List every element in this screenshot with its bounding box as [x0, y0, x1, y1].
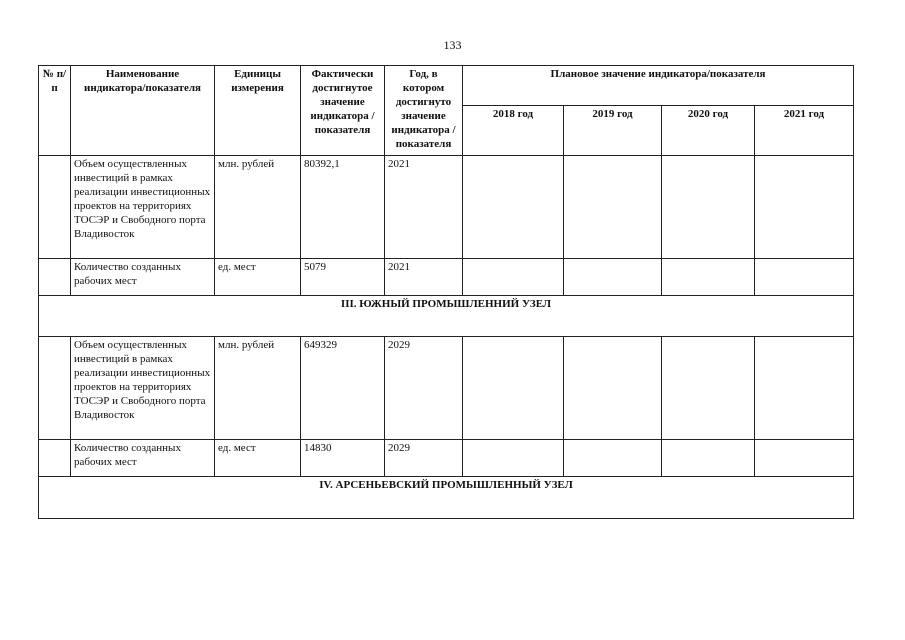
cell-num: [39, 337, 71, 440]
cell-2021: [755, 156, 854, 259]
cell-name: Объем осуществленных инвестиций в рамках реализации инвестиционных проектов на территориях ТОСЭР и Свободного порта Владивосток: [71, 337, 215, 440]
section-title: IV. АРСЕНЬЕВСКИЙ ПРОМЫШЛЕННЫЙ УЗЕЛ: [39, 477, 854, 519]
header-unit: Единицы измерения: [215, 66, 301, 156]
header-year-achieved: Год, в котором достигнуто значение индикатора /показателя: [385, 66, 463, 156]
cell-actual: 649329: [301, 337, 385, 440]
cell-name: Количество созданных рабочих мест: [71, 440, 215, 477]
cell-name: Количество созданных рабочих мест: [71, 259, 215, 296]
cell-2021: [755, 440, 854, 477]
header-planned: Плановое значение индикатора/показателя: [463, 66, 854, 106]
page-number: 133: [443, 38, 462, 52]
cell-num: [39, 259, 71, 296]
table-row: [39, 440, 854, 477]
cell-name: Объем осуществленных инвестиций в рамках реализации инвестиционных проектов на территориях ТОСЭР и Свободного порта Владивосток: [71, 156, 215, 259]
section-row: [39, 477, 854, 519]
cell-2018: [463, 259, 564, 296]
cell-unit: ед. мест: [215, 440, 301, 477]
header-row: [39, 66, 854, 106]
header-actual: Фактически достигнутое значение индикатора /показателя: [301, 66, 385, 156]
cell-2021: [755, 337, 854, 440]
cell-actual: 80392,1: [301, 156, 385, 259]
table-row: [39, 259, 854, 296]
cell-unit: ед. мест: [215, 259, 301, 296]
cell-num: [39, 156, 71, 259]
table-row: [39, 337, 854, 440]
cell-num: [39, 440, 71, 477]
indicator-table: [38, 65, 854, 519]
header-name: Наименование индикатора/показателя: [71, 66, 215, 156]
cell-year: 2029: [385, 337, 463, 440]
cell-2019: [564, 259, 662, 296]
cell-unit: млн. рублей: [215, 337, 301, 440]
header-num: № п/п: [39, 66, 71, 156]
cell-2020: [662, 440, 755, 477]
header-year-2021: 2021 год: [755, 106, 854, 156]
cell-2018: [463, 440, 564, 477]
cell-year: 2021: [385, 156, 463, 259]
cell-year: 2029: [385, 440, 463, 477]
cell-2019: [564, 440, 662, 477]
cell-2018: [463, 337, 564, 440]
cell-2019: [564, 337, 662, 440]
cell-2020: [662, 337, 755, 440]
cell-2019: [564, 156, 662, 259]
cell-unit: млн. рублей: [215, 156, 301, 259]
header-year-2019: 2019 год: [564, 106, 662, 156]
cell-year: 2021: [385, 259, 463, 296]
cell-actual: 14830: [301, 440, 385, 477]
table-row: [39, 156, 854, 259]
header-year-2020: 2020 год: [662, 106, 755, 156]
cell-2018: [463, 156, 564, 259]
cell-2021: [755, 259, 854, 296]
section-title: III. ЮЖНЫЙ ПРОМЫШЛЕННИЙ УЗЕЛ: [39, 296, 854, 337]
cell-2020: [662, 259, 755, 296]
header-year-2018: 2018 год: [463, 106, 564, 156]
cell-actual: 5079: [301, 259, 385, 296]
section-row: [39, 296, 854, 337]
cell-2020: [662, 156, 755, 259]
